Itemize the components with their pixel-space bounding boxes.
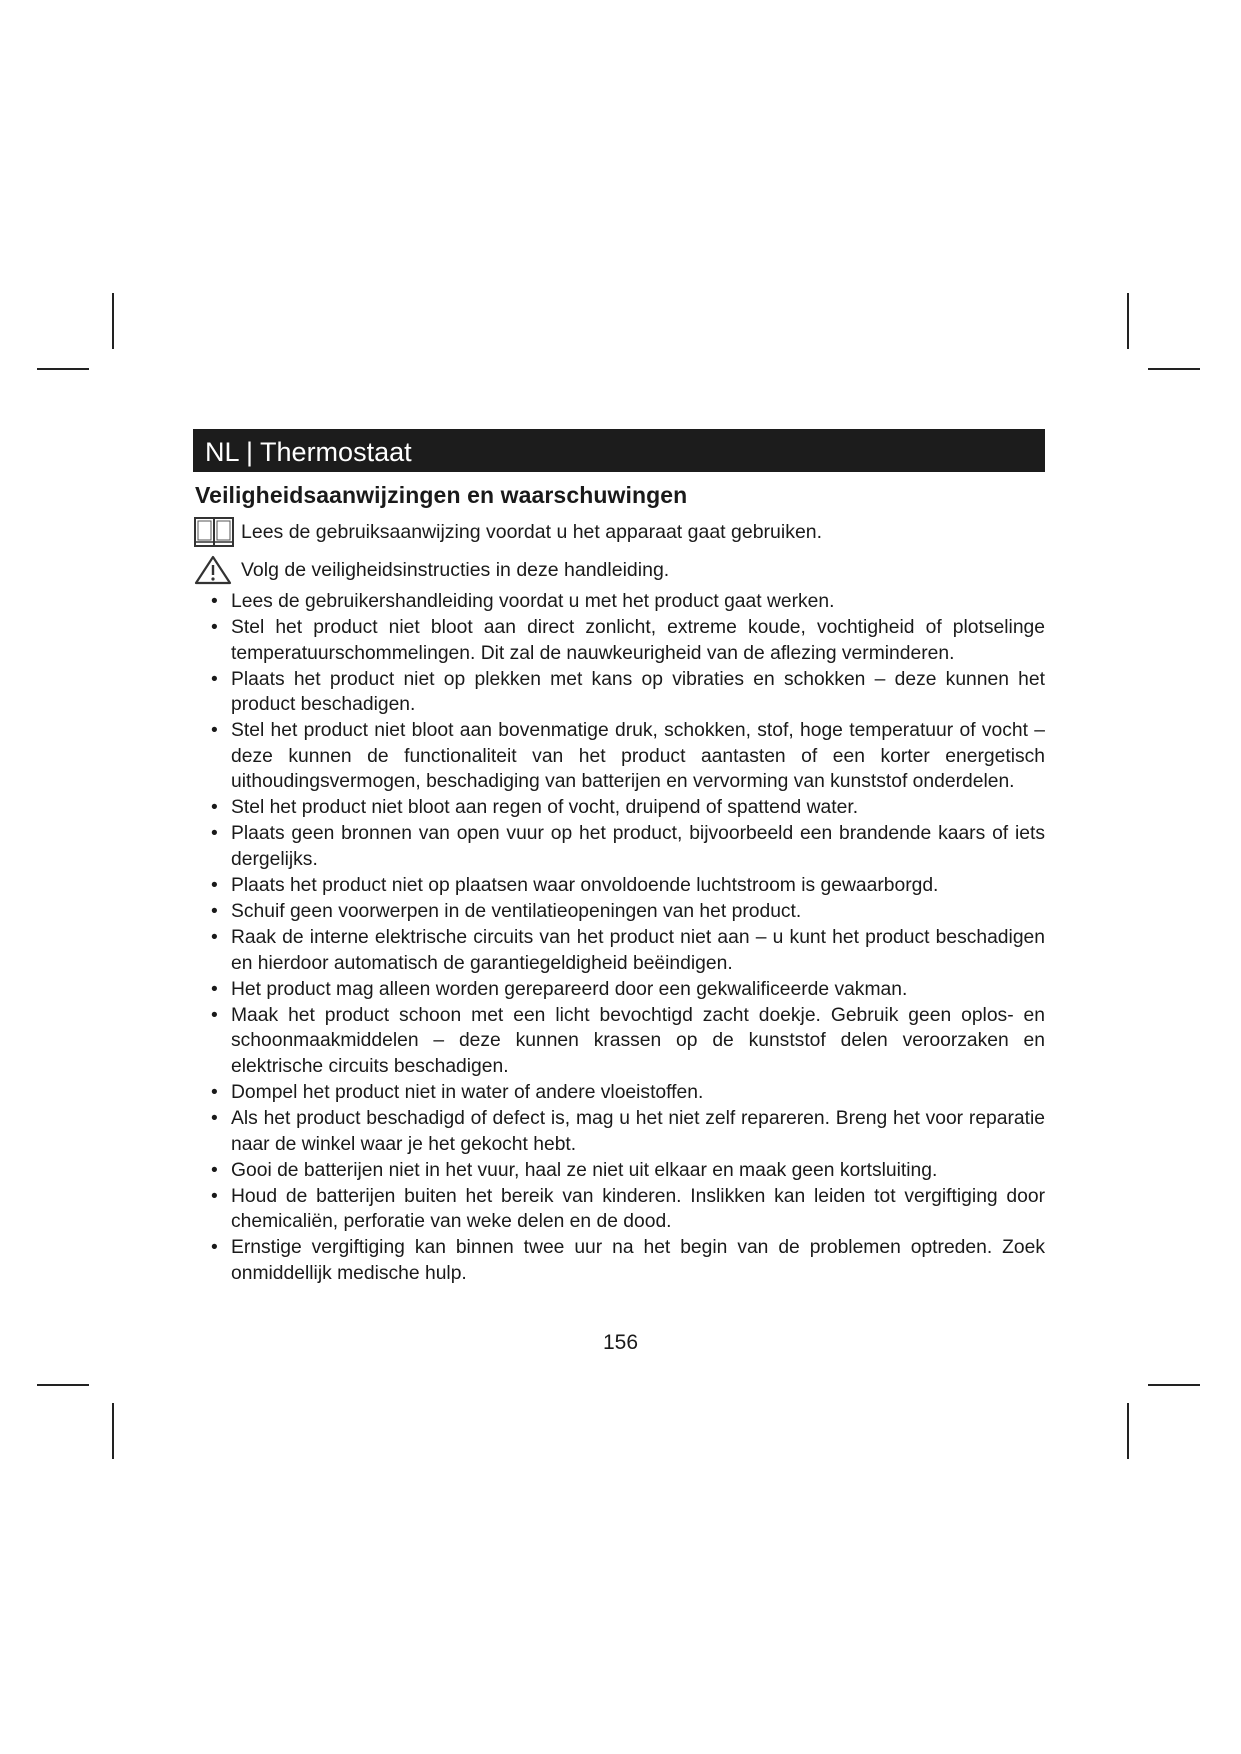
list-item: [193, 873, 1045, 899]
list-item: [193, 667, 1045, 718]
bullet-icon: •: [211, 978, 218, 1000]
list-item-text: Houd de batterijen buiten het bereik van kinderen. Inslikken kan leiden tot vergiftiging door chemicaliën, perforatie van weke delen en de dood.: [231, 1185, 1045, 1233]
bullet-icon: •: [211, 617, 218, 639]
list-item: [193, 821, 1045, 872]
list-item-text: Ernstige vergiftiging kan binnen twee uur na het begin van de problemen optreden. Zoek onmiddellijk medische hulp.: [231, 1237, 1045, 1284]
crop-mark-top-left-vertical: [112, 293, 114, 349]
notice-text: Lees de gebruiksaanwijzing voordat u het apparaat gaat gebruiken.: [241, 521, 823, 543]
crop-mark-bottom-right-vertical: [1127, 1403, 1129, 1459]
list-item: [193, 899, 1045, 925]
page-number: 156: [602, 1331, 639, 1354]
list-item-text: Plaats het product niet op plaatsen waar onvoldoende luchtstroom is gewaarborgd.: [231, 875, 939, 897]
list-item: [193, 615, 1045, 666]
list-item: [193, 1184, 1045, 1235]
list-item: [193, 1235, 1045, 1286]
list-item-text: Dompel het product niet in water of andere vloeistoffen.: [231, 1082, 704, 1104]
list-item-text: Raak de interne elektrische circuits van het product niet aan – u kunt het product beschadigen en hierdoor automatisch de garantiegeldigheid beëindigen.: [231, 927, 1045, 974]
bullet-icon: •: [211, 591, 218, 612]
bullet-icon: •: [211, 1082, 218, 1104]
bullet-icon: •: [211, 875, 218, 897]
list-item: [193, 1003, 1045, 1080]
list-item: [193, 925, 1045, 976]
bullet-icon: •: [211, 927, 218, 949]
section-heading: Veiligheidsaanwijzingen en waarschuwingen: [195, 482, 688, 508]
bullet-icon: •: [211, 1108, 218, 1130]
list-item: [193, 795, 1045, 821]
list-item-text: Plaats geen bronnen van open vuur op het product, bijvoorbeeld een brandende kaars of iets dergelijks.: [231, 823, 1045, 870]
bullet-icon: •: [211, 797, 218, 819]
list-item: [193, 1158, 1045, 1184]
list-item-text: Gooi de batterijen niet in het vuur, haal ze niet uit elkaar en maak geen kortsluiting.: [231, 1159, 938, 1181]
crop-mark-bottom-left-vertical: [112, 1403, 114, 1459]
notice-text: Volg de veiligheidsinstructies in deze handleiding.: [241, 559, 670, 581]
list-item-text: Het product mag alleen worden gerepareerd door een gekwalificeerde vakman.: [231, 978, 908, 1000]
list-item: [193, 1106, 1045, 1157]
list-item-text: Maak het product schoon met een licht bevochtigd zacht doekje. Gebruik geen oplos- en schoonmaakmiddelen – deze kunnen krassen op de kunststof delen veroorzaken en elektrische circuits beschadigen.: [231, 1004, 1045, 1077]
bullet-icon: •: [211, 901, 218, 923]
bullet-icon: •: [211, 1237, 218, 1259]
crop-mark-top-right-horizontal: [1148, 368, 1200, 370]
manual-book-icon: [193, 516, 241, 548]
notice-read-manual: [193, 513, 1045, 551]
list-item-text: Stel het product niet bloot aan bovenmatige druk, schokken, stof, hoge temperatuur of vocht – deze kunnen de functionaliteit van het product aantasten of een korter energetisch uithoudingsvermogen, beschadiging van batterijen en vervorming van kunststof onderdelen.: [231, 720, 1045, 793]
list-item-text: Plaats het product niet op plekken met kans op vibraties en schokken – deze kunnen het product beschadigen.: [231, 668, 1045, 716]
list-item: [193, 718, 1045, 795]
notice-safety-instructions: [193, 551, 1045, 589]
bullet-icon: •: [211, 720, 218, 742]
list-item-text: Stel het product niet bloot aan regen of vocht, druipend of spattend water.: [231, 797, 859, 819]
crop-mark-top-right-vertical: [1127, 293, 1129, 349]
bullet-icon: •: [211, 1159, 218, 1181]
list-item-text: Stel het product niet bloot aan direct zonlicht, extreme koude, vochtigheid of plotselinge temperatuurschommelingen. Dit zal de nauwkeurigheid van de aflezing verminderen.: [231, 617, 1045, 664]
page-title-bar: [193, 429, 1045, 472]
page-content: [193, 429, 1045, 1287]
bullet-icon: •: [211, 1185, 218, 1207]
list-item: [193, 977, 1045, 1003]
list-item-text: Schuif geen voorwerpen in de ventilatieopeningen van het product.: [231, 901, 802, 923]
list-item-text: Lees de gebruikershandleiding voordat u met het product gaat werken.: [231, 591, 835, 612]
page-title: NL | Thermostaat: [205, 437, 412, 467]
list-item: [193, 589, 1045, 615]
warning-triangle-icon: [193, 554, 241, 586]
crop-mark-bottom-left-horizontal: [37, 1384, 89, 1386]
crop-mark-bottom-right-horizontal: [1148, 1384, 1200, 1386]
bullet-icon: •: [211, 668, 218, 690]
bullet-icon: •: [211, 1004, 218, 1026]
list-item-text: Als het product beschadigd of defect is, mag u het niet zelf repareren. Breng het voor reparatie naar de winkel waar je het gekocht hebt.: [231, 1108, 1045, 1155]
bullet-icon: •: [211, 823, 218, 845]
list-item: [193, 1080, 1045, 1106]
safety-instructions-list: [193, 589, 1045, 1286]
crop-mark-top-left-horizontal: [37, 368, 89, 370]
